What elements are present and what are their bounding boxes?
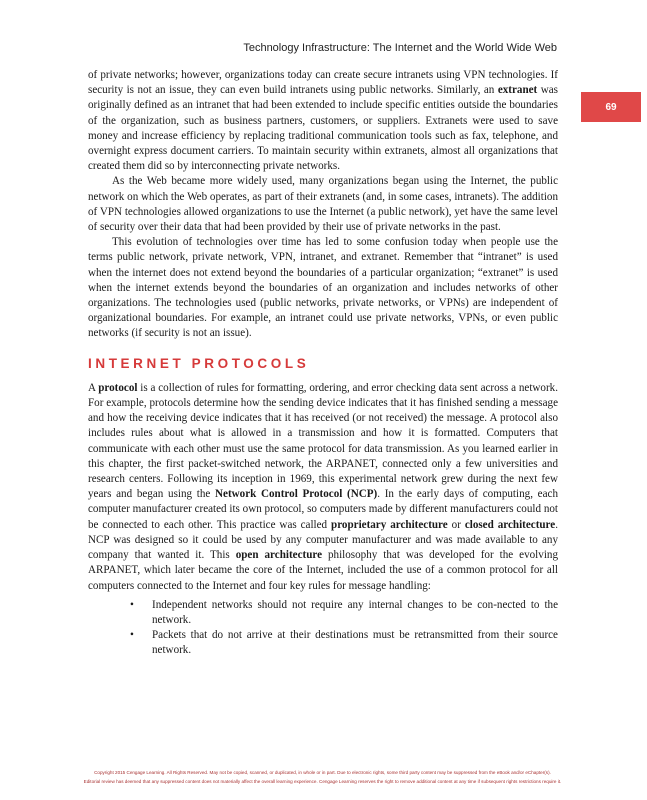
running-header: Technology Infrastructure: The Internet and the World Wide Web [243, 42, 557, 54]
paragraph-protocols: A protocol is a collection of rules for formatting, ordering, and error checking data sent across a network. For example, protocols determine how the sending device indicates that it has finished sending a message and how the receiving device indicates that it has received (or not received) the message. A protocol also includes rules about what is allowed in a transmission and how it is formatted. Computers that communicate with each other must use the same protocol for data transmission. As you learned earlier in this chapter, the first packet-switched network, the ARPANET, connected only a few universities and research centers. Following its inception in 1969, this experimental network grew during the next few years and began using the Network Control Protocol (NCP). In the early days of computing, each computer manufacturer created its own protocol, so computers made by different manufacturers could not be connected to each other. This practice was called proprietary architecture or closed architecture. NCP was designed so it could be used by any computer manufacturer and was made available to any company that wanted it. This open architecture philosophy that was developed for the evolving ARPANET, which later became the core of the Internet, included the use of a common protocol for all computers connected to the Internet and four key rules for message handling: [88, 381, 558, 592]
copyright-footer-line1: Copyright 2015 Cengage Learning. All Rights Reserved. May not be copied, scanned, or duplicated, in whole or in part. Due to electronic rights, some third party content may be suppressed from the eBook and/or eChapter(s). [94, 770, 551, 775]
term-protocol: protocol [98, 381, 138, 394]
term-open-architecture: open architecture [235, 549, 323, 562]
list-item: • Independent networks should not require any internal changes to be con-nected to the network. [130, 598, 558, 626]
bullet-icon: • [130, 598, 134, 611]
bullet-icon: • [130, 629, 134, 642]
term-proprietary-architecture: proprietary architecture [331, 518, 448, 531]
term-closed-architecture: closed architecture [464, 518, 556, 531]
page-body [88, 68, 558, 659]
page-number-tab: 69 [581, 92, 641, 122]
section-heading: INTERNET PROTOCOLS [88, 355, 310, 371]
message-rules-list [88, 598, 558, 659]
paragraph-intranets-extranets: of private networks; however, organizations today can create secure intranets using VPN technologies. If security is not an issue, they can even build intranets using public networks. Similarly, an extranet was originally defined as an intranet that had been extended to include specific entities outside the boundaries of the organization, such as business partners, customers, or suppliers. Extranets were used to save money and increase efficiency by replacing traditional communication tools such as fax, telephone, and overnight express document carriers. To maintain security within extranets, almost all organizations that created them did so by interconnecting private networks. [88, 69, 558, 173]
paragraph-web-extranets: As the Web became more widely used, many organizations began using the Internet, the public network on which the Web operates, as part of their extranets (and, in some cases, intranets). The addition of VPN technologies allowed organizations to use the Internet (a public network), yet have the same level of security over their data that had been provided by their use of private networks in the past. [88, 175, 558, 234]
list-item: • Packets that do not arrive at their destinations must be retransmitted from their source network. [130, 629, 558, 657]
paragraph-terminology: This evolution of technologies over time has led to some confusion today when people use the terms public network, private network, VPN, intranet, and extranet. Remember that “intranet” is used when the internet does not extend beyond the boundaries of a particular organization; “extranet” is used when the internet extends beyond the boundaries of an organization and includes networks of other organizations. The technologies used (public networks, private networks, or VPNs) are independent of organizational boundaries. For example, an intranet could use private networks, VPNs, or even public networks (if security is not an issue). [88, 236, 558, 340]
copyright-footer-line2: Editorial review has deemed that any suppressed content does not materially affect the overall learning experience. Cengage Learning reserves the right to remove additional content at any time if subsequent rights restrictions require it. [83, 779, 562, 784]
term-ncp: Network Control Protocol (NCP) [215, 488, 378, 501]
term-extranet: extranet [497, 84, 538, 97]
